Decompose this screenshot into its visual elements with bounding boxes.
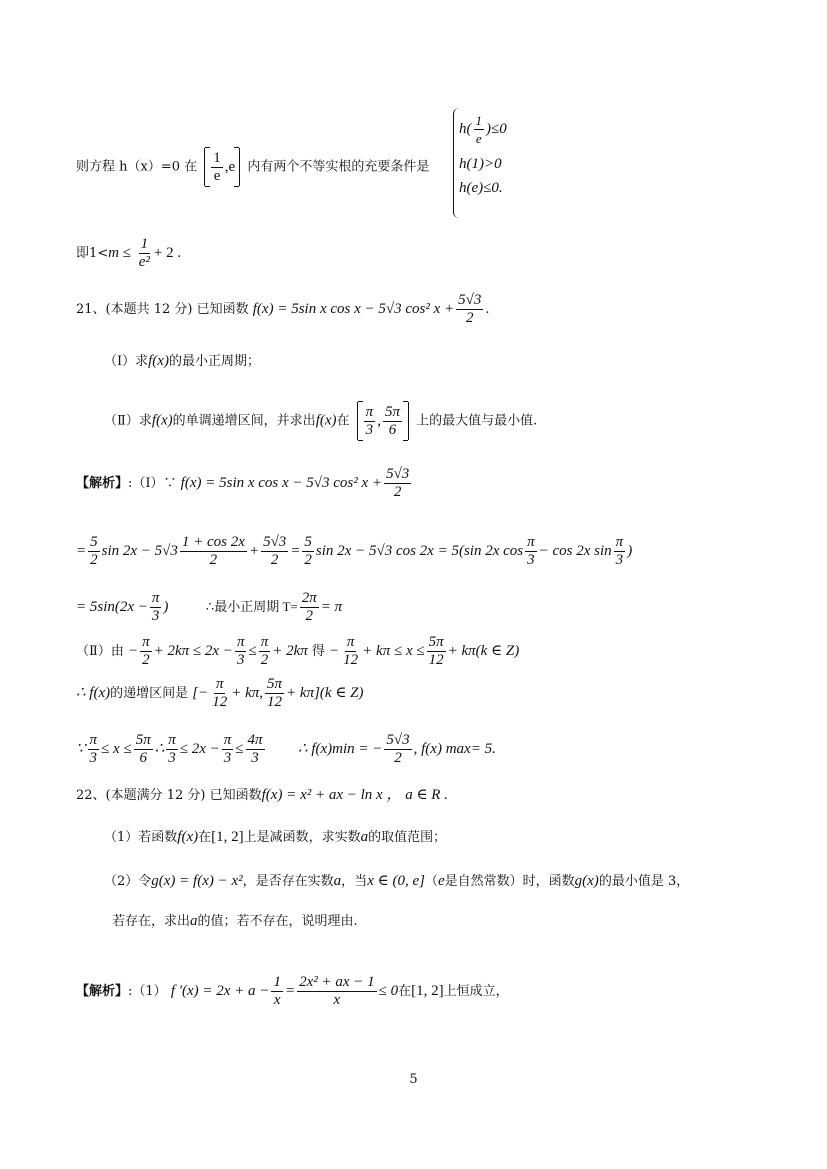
text: 则方程 h（x）=0 在 <box>76 159 198 175</box>
condition-row: h( $\frac{1}{e}$ )≤0 <box>459 113 507 146</box>
question-22-part-2-cont: 若存在，求出a的值；若不存在，说明理由. <box>112 913 358 929</box>
condition-row: h(1)>0 <box>459 156 502 172</box>
question-22-part-2: （2）令g(x) = f(x) − x²，是否存在实数a，当x ∈ (0, e]（e是自然常数）时，函数g(x)的最小值是 3， <box>104 873 690 889</box>
interval-bracket: $\frac{\pi}{3}$ , $\frac{5\pi}{6}$ <box>357 402 409 440</box>
result-line: 即1<m ≤ $\frac{1}{\text{e²}}$ + 2 . <box>76 236 182 270</box>
condition-row: h(e)≤0. <box>459 180 503 196</box>
fraction: $\frac{1}{e}$ <box>213 149 221 184</box>
solution-21-line-2: = $\frac{5}{2}$ sin 2x − 5√3 $\frac{1 + \cos 2x}{2}$ + $\frac{5√3}{2}$ = $\frac{5}{2}$ sin 2x − 5√3 cos 2x = 5(sin 2x cos $\frac{\pi}{3}$ − cos 2x sin $\frac{\pi}{3}$ ) <box>76 534 633 568</box>
question-22: 22、(本题满分 12 分) 已知函数f(x) = x² + ax − ln x ， a ∈ R . <box>76 787 448 803</box>
text: ,e <box>224 159 236 175</box>
question-22-part-1: （1）若函数f(x)在[1, 2]上是减函数，求实数a的取值范围； <box>104 829 447 845</box>
question-21: 21、(本题共 12 分) 已知函数 f(x) = 5sin x cos x − 5√3 cos² x + $\frac{5√3}{2}$ . <box>76 292 490 326</box>
solution-21-line-6: ∵ $\frac{\pi}{3}$ ≤ x ≤ $\frac{5\pi}{6}$ ∴ $\frac{\pi}{3}$ ≤ 2x − $\frac{\pi}{3}$ ≤ $\frac{4\pi}{3}$ ∴ f(x)min = − $\frac{5√3}{2}$ , f(x) max= 5. <box>76 732 496 766</box>
solution-21-line-3: = 5sin(2x − $\frac{\pi}{3}$ ) ∴最小正周期 T= $\frac{2\pi}{2}$ = π <box>76 590 343 624</box>
condition-system <box>453 108 573 220</box>
solution-21-line-5: ∴ f(x)的递增区间是 [− $\frac{\pi}{12}$ + kπ, $\frac{5\pi}{12}$ + kπ](k ∈ Z) <box>76 676 364 710</box>
question-21-part-2: （Ⅱ）求f(x)的单调递增区间，并求出f(x)在 $\frac{\pi}{3}$ , $\frac{5\pi}{6}$ 上的最大值与最小值. <box>104 402 537 440</box>
solution-21-line-4: （Ⅱ）由 − $\frac{\pi}{2}$ + 2kπ ≤ 2x − $\frac{\pi}{3}$ ≤ $\frac{\pi}{2}$ + 2kπ 得 − $\frac{\pi}{12}$ + kπ ≤ x ≤ $\frac{5\pi}{12}$ + kπ(k ∈ Z) <box>76 634 520 668</box>
interval-bracket <box>204 148 240 186</box>
solution-21-line-1: 【解析】:（Ⅰ）∵ f(x) = 5sin x cos x − 5√3 cos² x + $\frac{5√3}{2}$ <box>76 466 410 500</box>
question-21-part-1: （Ⅰ）求f(x)的最小正周期； <box>104 353 260 369</box>
solution-22-line-1: 【解析】:（1） f ′(x) = 2x + a − $\frac{1}{x}$ = $\frac{\text{2x² + ax − 1}}{x}$ ≤ 0在[1, 2]上恒成立， <box>76 974 509 1008</box>
equation-condition-line <box>76 148 429 186</box>
text: 内有两个不等实根的充要条件是 <box>247 159 430 175</box>
page-number: 5 <box>409 1072 418 1087</box>
